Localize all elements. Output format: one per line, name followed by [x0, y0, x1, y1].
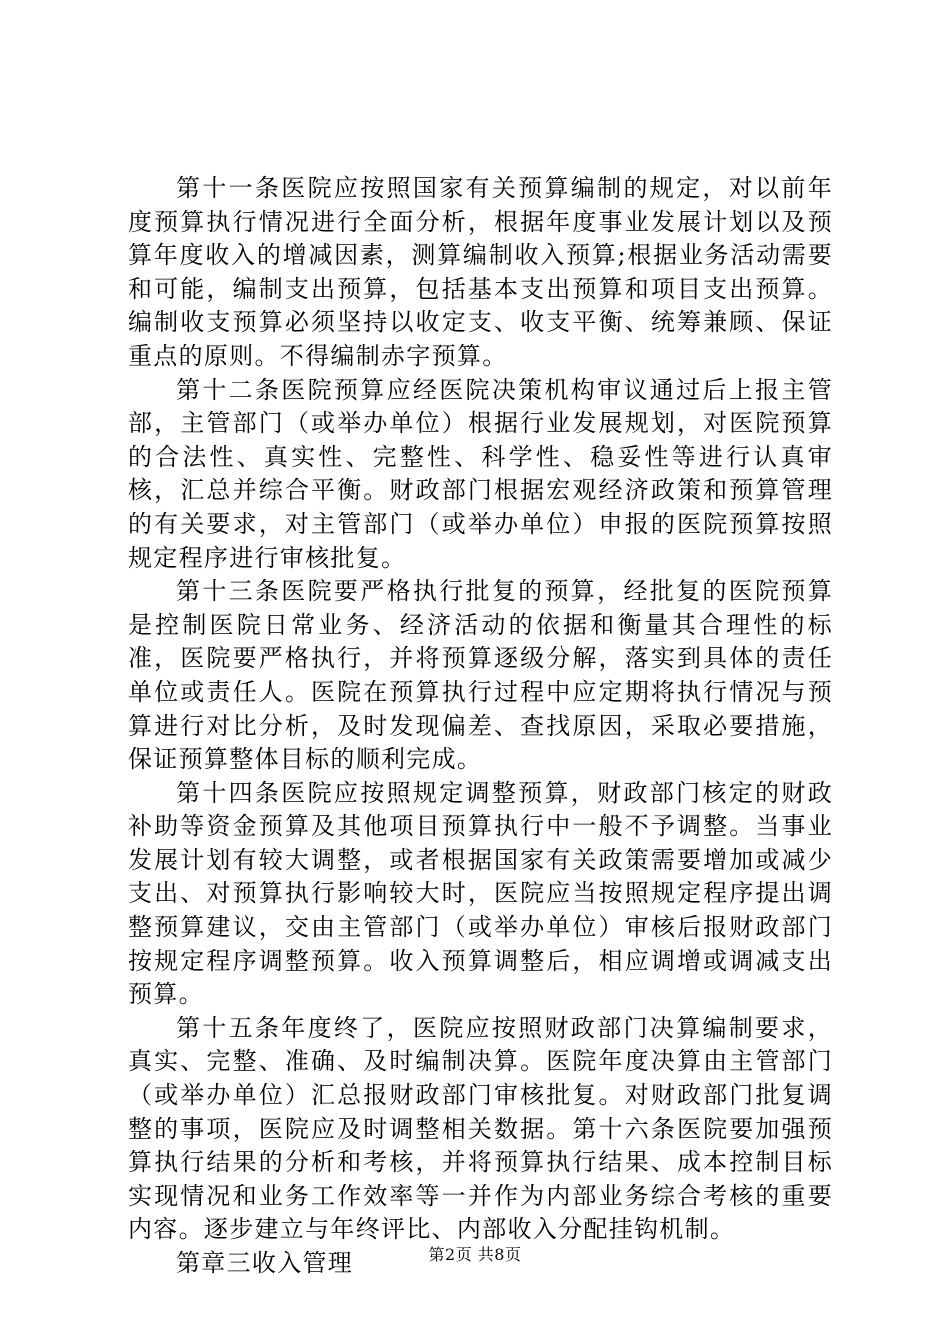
article-13-paragraph: 第十三条医院要严格执行批复的预算，经批复的医院预算是控制医院日常业务、经济活动的依据和衡量其合理性的标准，医院要严格执行，并将预算逐级分解，落实到具体的责任单位或责任人。医院在预算执行过程中应定期将执行情况与预算进行对比分析，及时发现偏差、查找原因，采取必要措施，保证预算整体目标的顺利完成。 — [128, 577, 833, 774]
article-11-paragraph: 第十一条医院应按照国家有关预算编制的规定，对以前年度预算执行情况进行全面分析，根据年度事业发展计划以及预算年度收入的增减因素，测算编制收入预算;根据业务活动需要和可能，编制支出预算，包括基本支出预算和项目支出预算。编制收支预算必须坚持以收定支、收支平衡、统筹兼顾、保证重点的原则。不得编制赤字预算。 — [128, 174, 833, 370]
page-number-footer: 第2页 共8页 — [428, 1245, 522, 1264]
article-15-16-paragraph: 第十五条年度终了，医院应按照财政部门决算编制要求，真实、完整、准确、及时编制决算。医院年度决算由主管部门（或举办单位）汇总报财政部门审核批复。对财政部门批复调整的事项，医院应及时调整相关数据。第十六条医院要加强预算执行结果的分析和考核，并将预算执行结果、成本控制目标实现情况和业务工作效率等一并作为内部业务综合考核的重要内容。逐步建立与年终评比、内部收入分配挂钩机制。 — [128, 1013, 833, 1244]
article-14-paragraph: 第十四条医院应按照规定调整预算，财政部门核定的财政补助等资金预算及其他项目预算执行中一般不予调整。当事业发展计划有较大调整，或者根据国家有关政策需要增加或减少支出、对预算执行影响较大时，医院应当按照规定程序提出调整预算建议，交由主管部门（或举办单位）审核后报财政部门按规定程序调整预算。收入预算调整后，相应调增或调减支出预算。 — [128, 778, 833, 1009]
article-12-paragraph: 第十二条医院预算应经医院决策机构审议通过后上报主管部，主管部门（或举办单位）根据行业发展规划，对医院预算的合法性、真实性、完整性、科学性、稳妥性等进行认真审核，汇总并综合平衡。财政部门根据宏观经济政策和预算管理的有关要求，对主管部门（或举办单位）申报的医院预算按照规定程序进行审核批复。 — [128, 375, 833, 572]
document-body — [128, 172, 833, 1281]
chapter-heading: 第章三收入管理 — [176, 1249, 354, 1277]
